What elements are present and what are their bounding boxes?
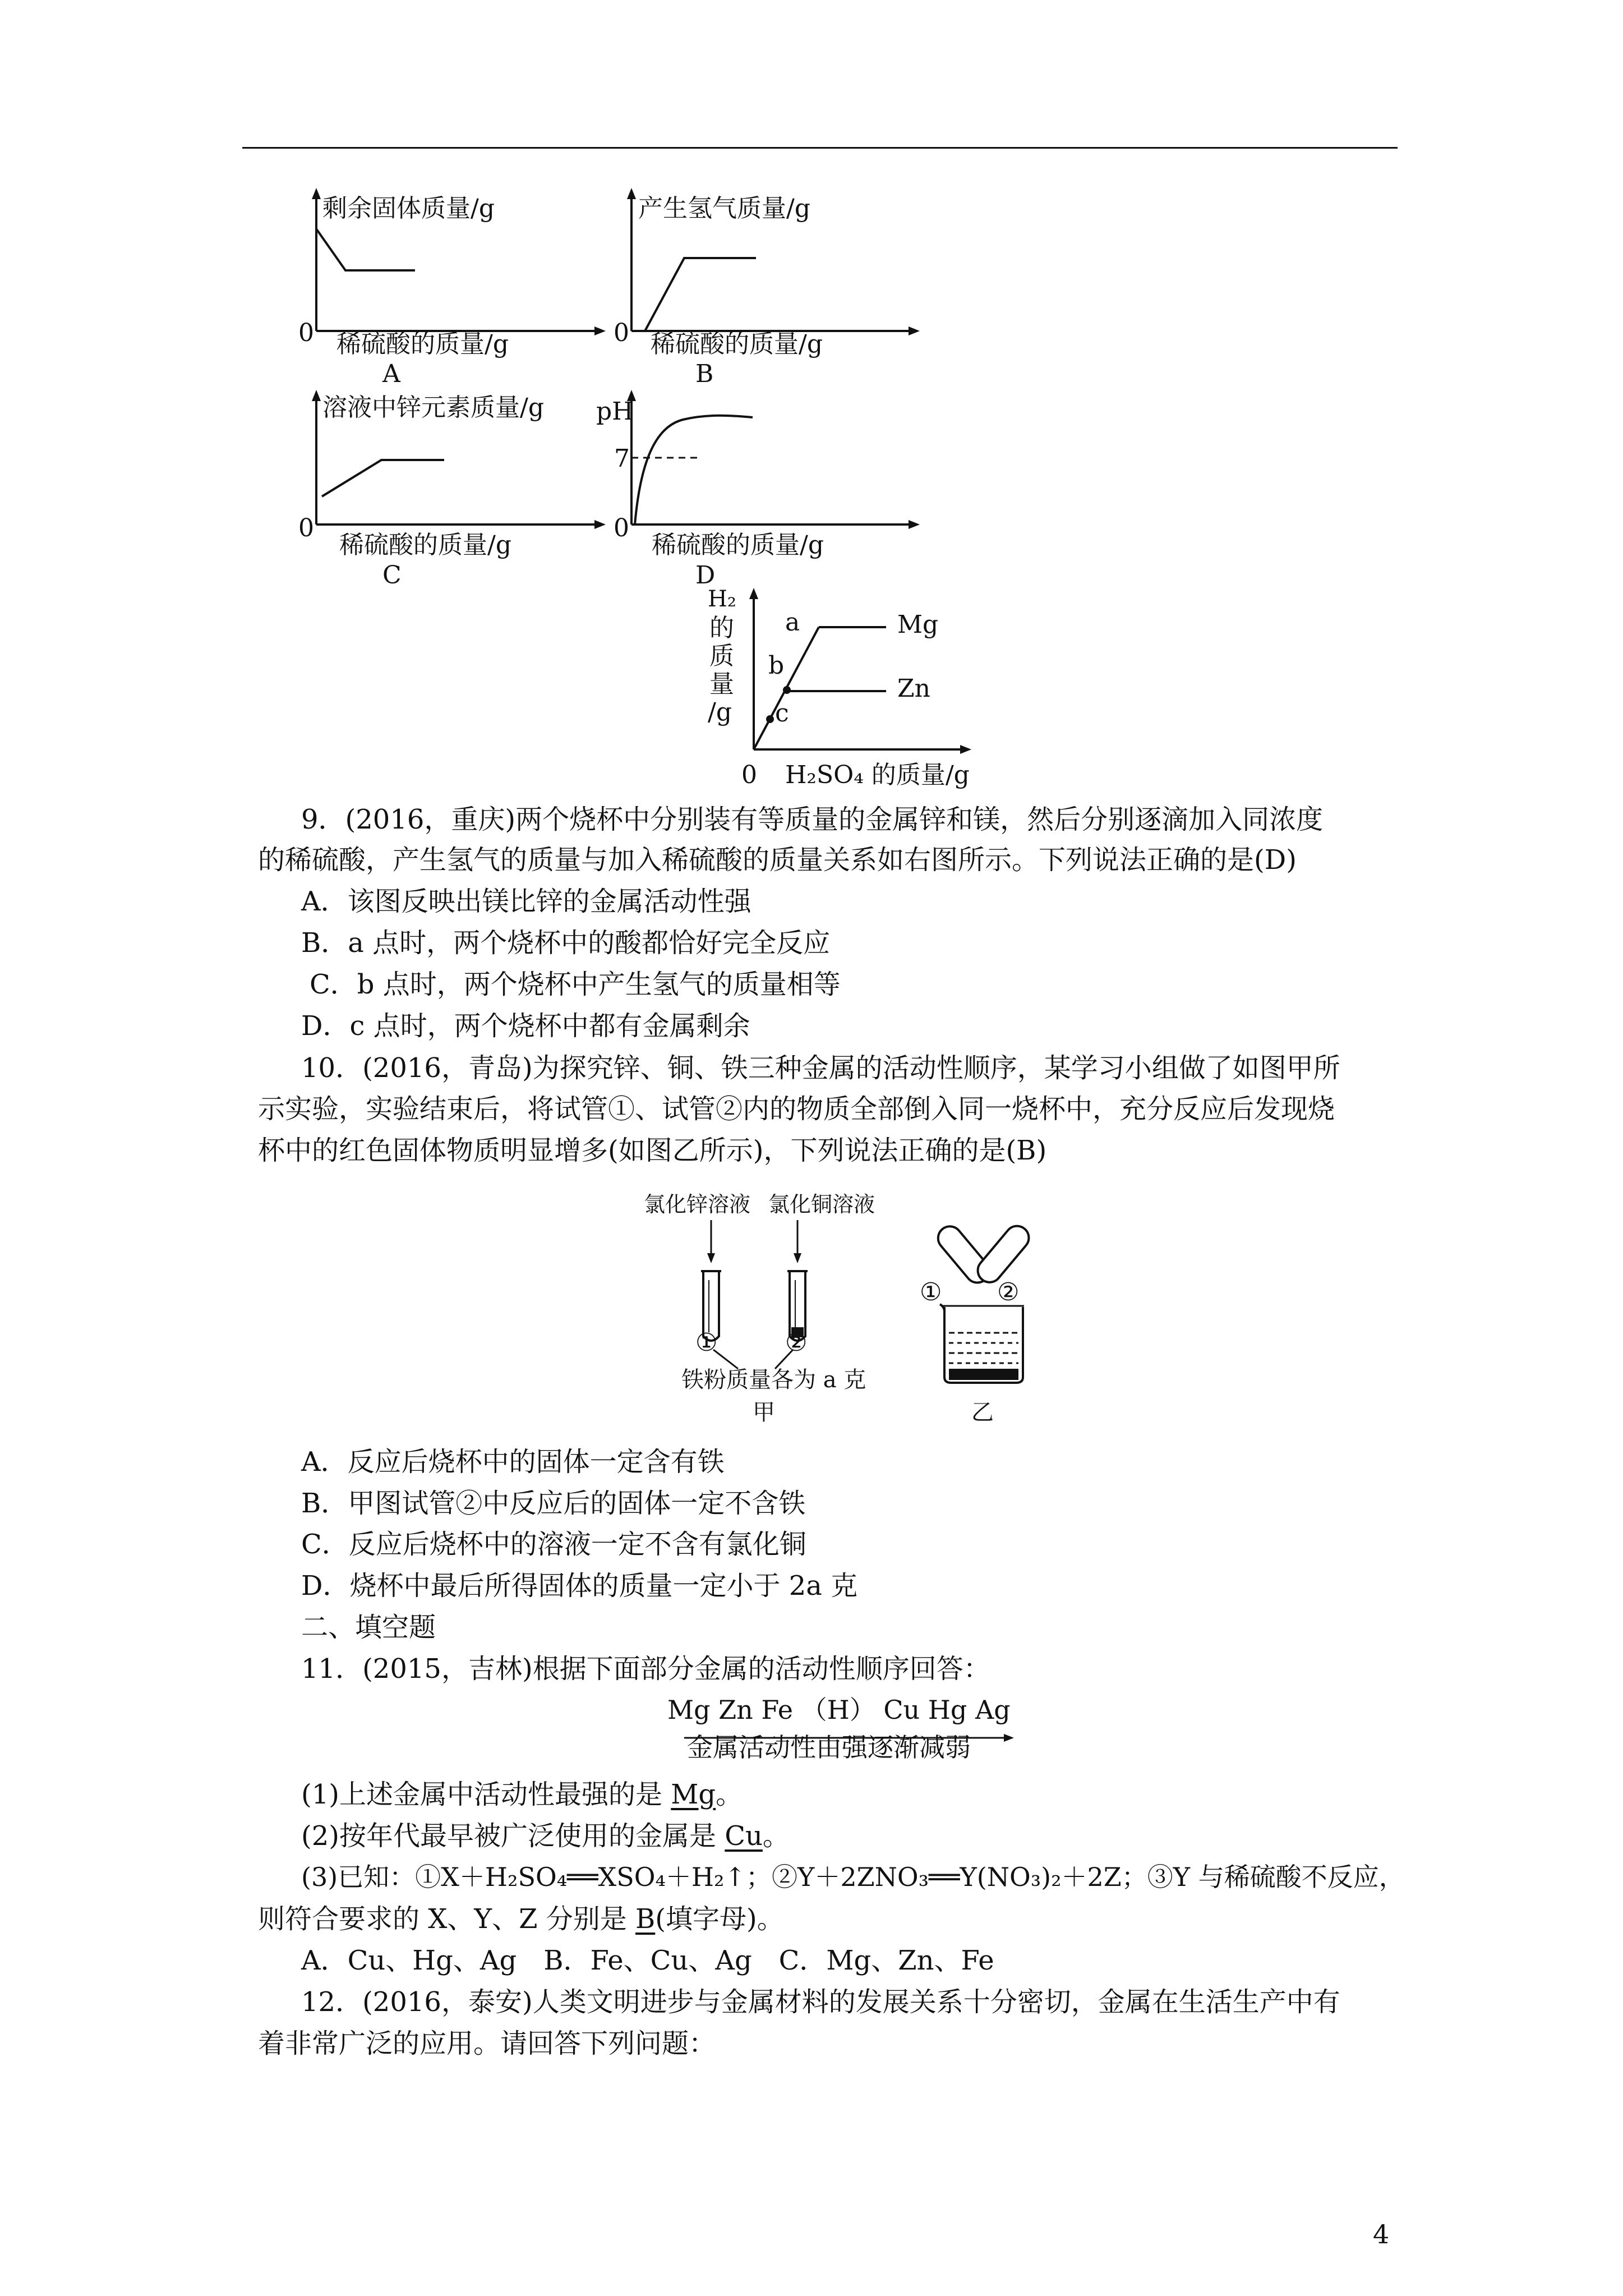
fig-tube2-label: ② [785,1328,808,1357]
q11-part2: (2)按年代最早被广泛使用的金属是 Cu。 [301,1820,790,1852]
q9-stem-line2: 的稀硫酸，产生氢气的质量与加入稀硫酸的质量关系如右图所示。下列说法正确的是(D) [258,844,1297,876]
h2-ylabel-4: 量 [709,670,734,698]
graph-a-origin: 0 [298,319,314,347]
q11-part1: (1)上述金属中活动性最强的是 Mg。 [301,1779,743,1810]
q11-stem: 11．(2015，吉林)根据下面部分金属的活动性顺序回答： [301,1653,990,1685]
h2-xlabel: H₂SO₄ 的质量/g [785,761,970,789]
q10-option-a: A．反应后烧杯中的固体一定含有铁 [301,1446,725,1478]
q10-option-d: D．烧杯中最后所得固体的质量一定小于 2a 克 [301,1570,858,1602]
q12-stem-line1: 12．(2016，泰安)人类文明进步与金属材料的发展关系十分密切，金属在生活生产中有 [301,1986,1340,2018]
point-c [766,715,774,723]
h2-ylabel-3: 质 [709,642,734,670]
h2-ylabel-2: 的 [709,614,734,642]
graph-b-ylabel: 产生氢气质量/g [638,194,810,223]
graph-d [606,387,920,555]
h2-series-mg: Mg [897,610,939,639]
q9-option-c: C．b 点时，两个烧杯中产生氢气的质量相等 [310,969,841,1000]
q11-series-line: Mg Zn Fe （H） Cu Hg Ag [667,1695,1011,1725]
q10-option-c: C．反应后烧杯中的溶液一定不含有氯化铜 [301,1529,806,1560]
h2-point-b-label: b [768,651,785,680]
fig-sol1-label: 氯化锌溶液 [644,1192,751,1217]
h2-point-c-label: c [775,699,789,728]
graph-b-letter: B [695,360,714,388]
h2-graph [729,583,987,763]
q9-stem-line1: 9．(2016，重庆)两个烧杯中分别装有等质量的金属锌和镁，然后分别逐滴加入同浓度 [301,804,1324,835]
graph-c-ylabel: 溶液中锌元素质量/g [322,393,544,422]
q10-stem-line2: 示实验，实验结束后，将试管①、试管②内的物质全部倒入同一烧杯中，充分反应后发现烧 [258,1093,1335,1125]
fig-beaker-label1: ① [920,1278,942,1306]
q11-options: A．Cu、Hg、Ag B．Fe、Cu、Ag C．Mg、Zn、Fe [301,1945,994,1976]
graph-d-letter: D [695,561,716,590]
fig-jia-apparatus [639,1217,909,1380]
page-number: 4 [1373,2219,1390,2249]
q11-part1-answer: Mg [671,1779,716,1810]
q11-part2-answer: Cu [725,1820,763,1852]
h2-origin: 0 [741,761,757,789]
q10-option-b: B．甲图试管②中反应后的固体一定不含铁 [301,1488,806,1519]
q12-stem-line2: 着非常广泛的应用。请回答下列问题： [258,2028,716,2059]
fig-caption: 铁粉质量各为 a 克 [681,1367,866,1393]
point-b [783,686,791,694]
q9-option-a: A．该图反映出镁比锌的金属活动性强 [301,886,751,917]
graph-d-origin: 0 [614,514,629,542]
graph-c-xlabel: 稀硫酸的质量/g [339,531,511,559]
h2-series-zn: Zn [897,674,930,703]
h2-ylabel-1: H₂ [708,586,736,612]
graph-d-xlabel: 稀硫酸的质量/g [652,531,824,559]
graph-a-xlabel: 稀硫酸的质量/g [336,330,509,358]
q10-stem-line3: 杯中的红色固体物质明显增多(如图乙所示)，下列说法正确的是(B) [258,1135,1047,1166]
q11-part3-answer: B [635,1903,656,1935]
graph-b-origin: 0 [614,319,629,347]
fig-label-yi: 乙 [971,1400,994,1425]
graph-c-letter: C [382,561,402,590]
fig-beaker-label2: ② [997,1278,1020,1306]
graph-c-origin: 0 [298,514,314,542]
graph-a-ylabel: 剩余固体质量/g [322,194,495,223]
q11-part3-line1: (3)已知：①X＋H₂SO₄══XSO₄＋H₂↑；②Y＋2ZNO₃══Y(NO₃)₂＋2Z；③Y 与稀硫酸不反应， [301,1862,1405,1892]
section-heading: 二、填空题 [301,1612,436,1643]
h2-point-a-label: a [785,608,800,637]
header-rule [242,147,1398,149]
q9-option-b: B．a 点时，两个烧杯中的酸都恰好完全反应 [301,927,831,959]
q10-stem-line1: 10．(2016，青岛)为探究锌、铜、铁三种金属的活动性顺序，某学习小组做了如图甲所 [301,1052,1340,1084]
graph-b-xlabel: 稀硫酸的质量/g [651,330,823,358]
graph-d-ref-label: 7 [614,444,630,473]
q11-part3-line2: 则符合要求的 X、Y、Z 分别是 B(填字母)。 [258,1903,784,1935]
q9-option-d: D．c 点时，两个烧杯中都有金属剩余 [301,1010,750,1042]
h2-ylabel-5: /g [708,698,732,726]
fig-tube1-label: ① [695,1328,718,1357]
q11-series-caption: 金属活动性由强逐渐减弱 [687,1732,971,1763]
graph-a-letter: A [382,360,400,388]
graph-d-ylabel: pH [596,397,634,426]
fig-label-jia: 甲 [753,1400,775,1425]
fig-sol2-label: 氯化铜溶液 [768,1192,875,1217]
